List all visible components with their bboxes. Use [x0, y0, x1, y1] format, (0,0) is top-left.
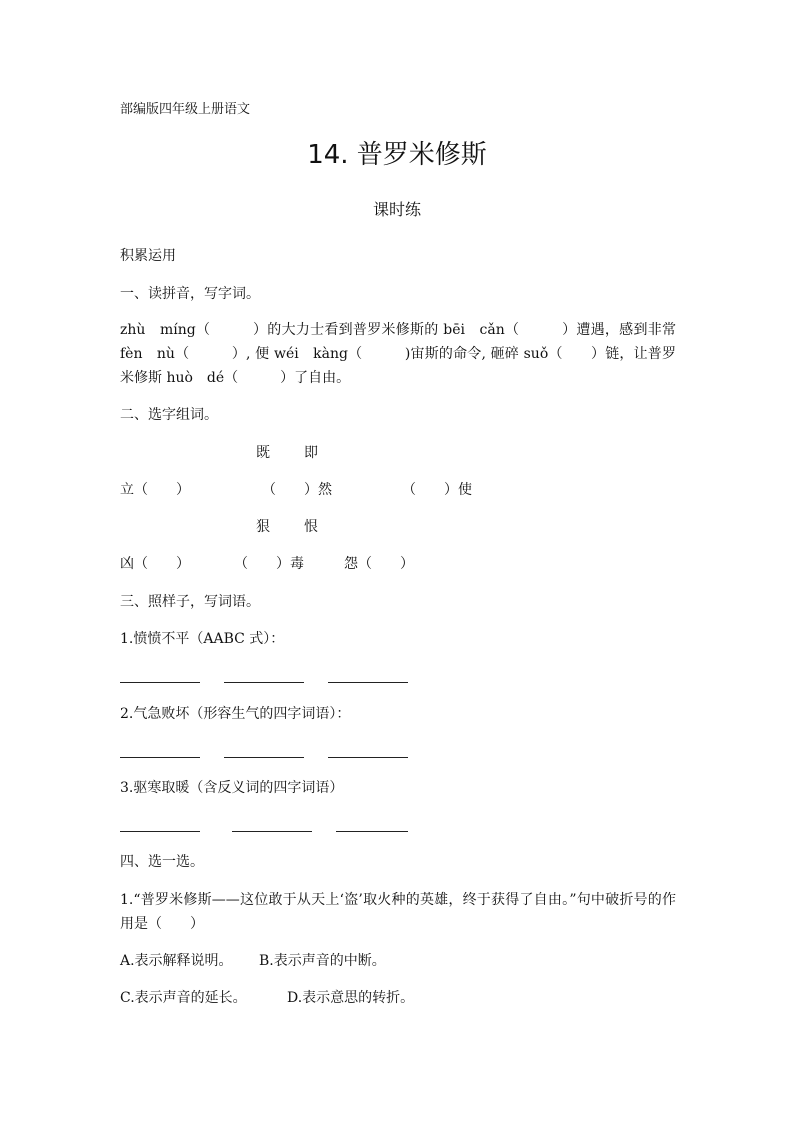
answer-line — [328, 682, 408, 683]
question-3-3: 3.驱寒取暖（含反义词的四字词语） — [120, 780, 344, 796]
answer-line — [224, 682, 304, 683]
question-3-1: 1.愤愤不平（AABC 式）： — [120, 631, 285, 647]
section-intro: 积累运用 — [120, 248, 176, 264]
char-choice-hen2: 恨 — [304, 519, 318, 535]
option-a: A.表示解释说明。 — [120, 953, 233, 969]
word-blank: （ ）然 — [262, 482, 332, 498]
section-1-title: 一、读拼音，写字词。 — [120, 286, 260, 302]
page-title: 14. 普罗米修斯 — [307, 140, 487, 170]
word-blank: 凶（ ） — [120, 556, 190, 572]
option-d: D.表示意思的转折。 — [287, 990, 415, 1006]
series-label: 部编版四年级上册语文 — [120, 102, 251, 117]
page-subtitle: 课时练 — [372, 200, 421, 219]
answer-line — [336, 831, 408, 832]
word-blank: （ ）毒 — [234, 556, 304, 572]
section-2-title: 二、选字组词。 — [120, 407, 218, 423]
char-choice-ji2: 即 — [304, 445, 318, 461]
option-c: C.表示声音的延长。 — [120, 990, 247, 1006]
char-choice-hen: 狠 — [256, 519, 270, 535]
word-blank: 立（ ） — [120, 482, 190, 498]
pinyin-paragraph: zhù míng（ ）的大力士看到普罗米修斯的 bēi cǎn（ ）遭遇，感到非常 fèn nù（ ）, 便 wéi kàng（ )宙斯的命令, 砸碎 suǒ（ ）链，让普罗米修斯 huò dé（ ）了自由。 — [120, 322, 676, 386]
answer-line — [120, 831, 200, 832]
option-b: B.表示声音的中断。 — [259, 953, 386, 969]
char-choice-ji: 既 — [256, 445, 270, 461]
answer-line — [232, 831, 312, 832]
word-blank: 怨（ ） — [344, 556, 414, 572]
section-3-title: 三、照样子，写词语。 — [120, 594, 260, 610]
question-4-1: 1.“普罗米修斯——这位敢于从天上‘盗’取火种的英雄，终于获得了自由。”句中破折号的作用是（ ） — [120, 892, 676, 932]
answer-line — [120, 682, 200, 683]
word-blank: （ ）使 — [402, 482, 472, 498]
section-4-title: 四、选一选。 — [120, 854, 204, 870]
question-3-2: 2.气急败坏（形容生气的四字词语）： — [120, 706, 351, 722]
answer-line — [120, 757, 200, 758]
answer-line — [328, 757, 408, 758]
answer-line — [224, 757, 304, 758]
